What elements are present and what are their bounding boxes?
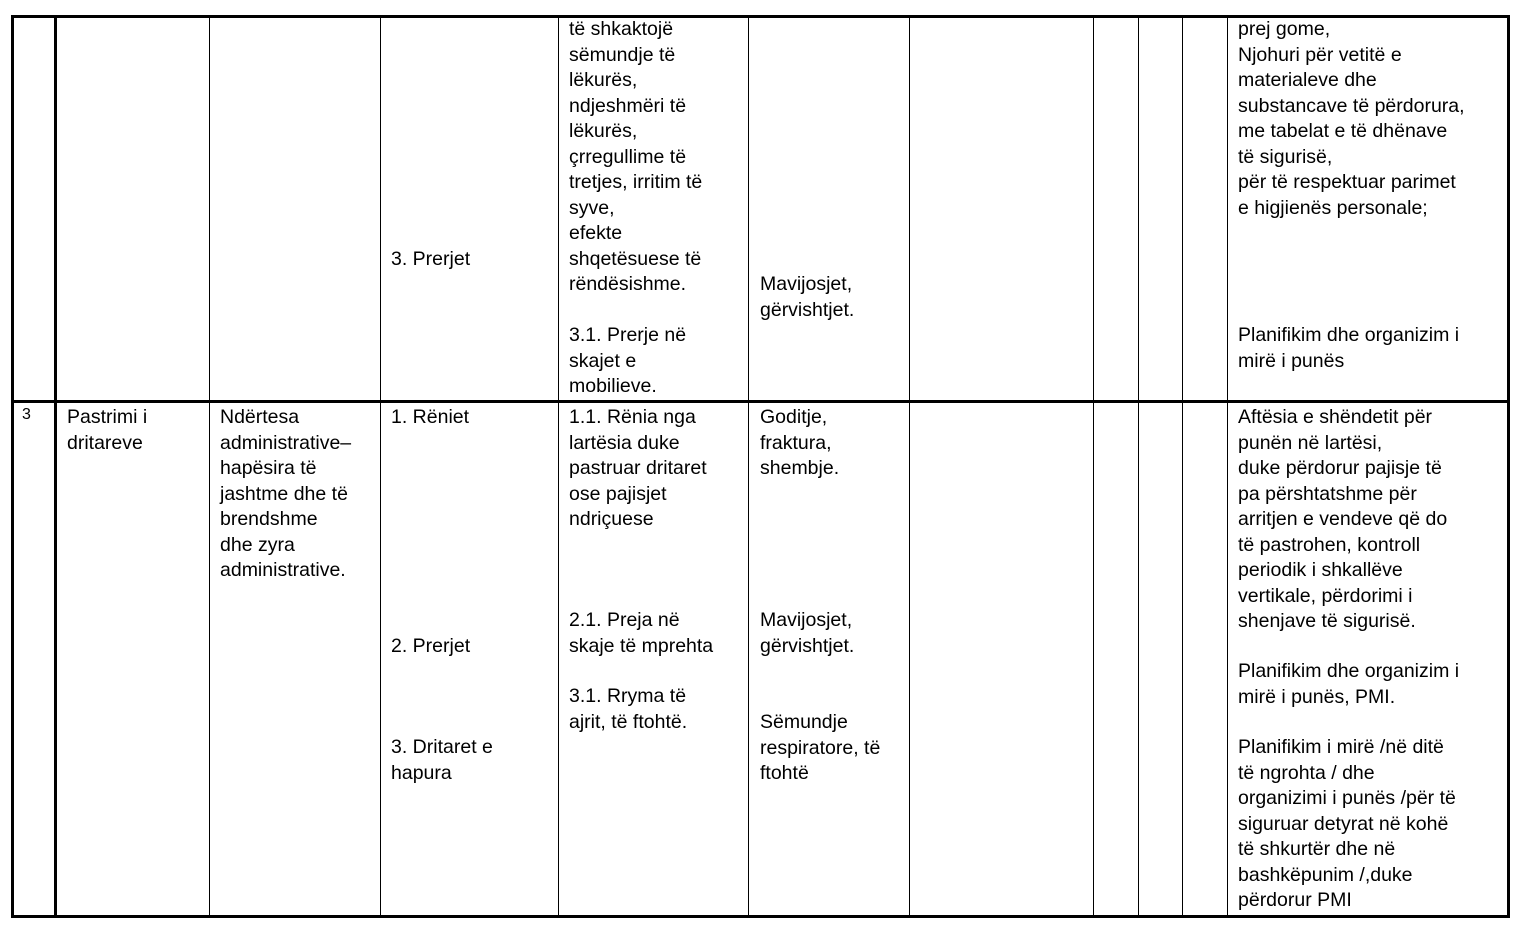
column-divider [1093,15,1094,918]
activity-cell: Pastrimi i dritareve [67,406,148,454]
measures-cell: Aftësia e shëndetit për punën në lartësi, duke përdorur pajisje të pa përshtatshme për arritjen e vendeve që do të pastrohen, kontroll periodik i shkallëve vertikale, përdorimi i shenjave të sigurisë. [1238,406,1448,632]
row-divider [11,400,1510,403]
row-number: 3 [22,406,31,423]
place-cell: Ndërtesa administrative– hapësira të jashtme dhe të brendshme dhe zyra administrative. [220,406,352,581]
measures-cell: Planifikim i mirë /në ditë të ngrohta / dhe organizimi i punës /për të siguruar detyrat në kohë të shkurtër dhe në bashkëpunim /,duke përdorur PMI [1238,736,1456,911]
column-divider [1138,15,1139,918]
consequence-cell: Mavijosjet, gërvishtjet. [760,273,855,321]
column-divider [1227,15,1228,918]
risk-cell: 3.1. Rryma të ajrit, të ftohtë. [569,685,688,733]
column-divider [1182,15,1183,918]
column-divider [209,15,210,918]
column-divider [380,15,381,918]
consequence-cell: Goditje, fraktura, shembje. [760,406,840,479]
measures-cell: Planifikim dhe organizim i mirë i punës [1238,324,1460,372]
risk-cell: 2.1. Preja në skaje të mprehta [569,609,714,657]
risk-cell: të shkaktojë sëmundje të lëkurës, ndjeshmëri të lëkurës, çrregullime të tretjes, irritim të syve, efekte shqetësuese të rëndësishme. [569,18,703,295]
measures-cell: Planifikim dhe organizim i mirë i punës, PMI. [1238,660,1460,708]
column-divider [909,15,910,918]
risk-cell: 1.1. Rënia nga lartësia duke pastruar dritaret ose pajisjet ndriçuese [569,406,707,530]
hazard-cell: 3. Prerjet [391,248,471,270]
column-divider [748,15,749,918]
column-divider [558,15,559,918]
consequence-cell: Mavijosjet, gërvishtjet. [760,609,855,657]
hazard-cell: 3. Dritaret e hapura [391,736,493,784]
consequence-cell: Sëmundje respiratore, të ftohtë [760,711,881,784]
hazard-cell: 1. Rëniet [391,406,470,428]
hazard-cell: 2. Prerjet [391,635,471,657]
column-divider [54,15,57,918]
risk-cell: 3.1. Prerje në skajet e mobilieve. [569,324,687,397]
measures-cell: prej gome, Njohuri për vetitë e materialeve dhe substancave të përdorura, me tabelat e të dhënave të sigurisë, për të respektuar parimet e higjienës personale; [1238,18,1465,219]
